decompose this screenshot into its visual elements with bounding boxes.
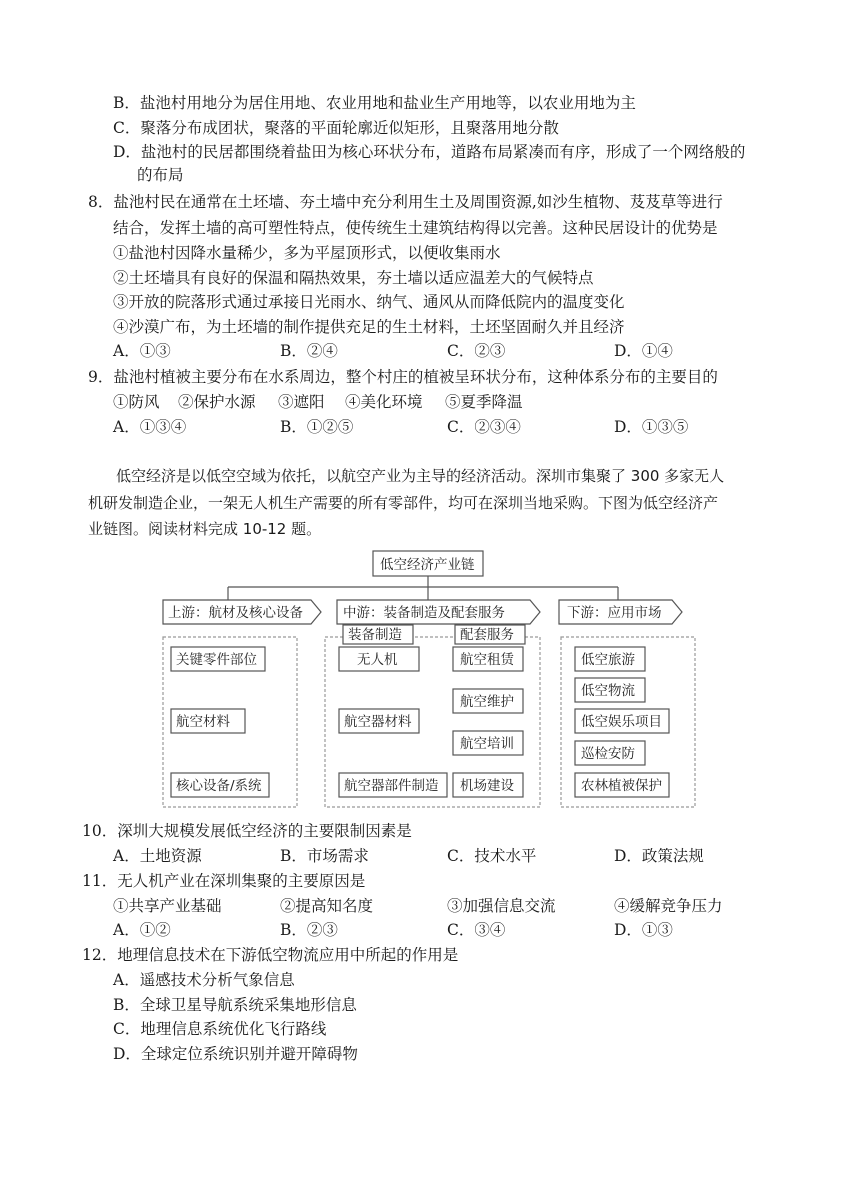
q11-item-3: ③加强信息交流 [447, 897, 556, 915]
q11-option-d: D．①③ [614, 921, 673, 939]
down-item-1: 低空旅游 [581, 652, 635, 668]
q9-item-4: ④美化环境 [345, 393, 423, 411]
q11-stem: 11．无人机产业在深圳集聚的主要原因是 [82, 872, 366, 890]
q11-options [0, 920, 860, 940]
q9-item-1: ①防风 [113, 393, 160, 411]
downstream-label: 下游：应用市场 [567, 605, 662, 621]
q7-option-d-line2: 的布局 [137, 166, 184, 184]
diagram-title: 低空经济产业链 [380, 557, 475, 573]
mid-right-item-3: 航空培训 [460, 736, 514, 752]
material-line1: 低空经济是以低空空域为依托，以航空产业为主导的经济活动。深圳市集聚了 300 多家无人 [116, 467, 725, 485]
q11-item-1: ①共享产业基础 [113, 897, 222, 915]
sub-header-manufacturing: 装备制造 [348, 627, 402, 643]
q9-option-b: B．①②⑤ [280, 418, 354, 436]
q7-option-c: C．聚落分布成团状，聚落的平面轮廓近似矩形，且聚落用地分散 [113, 119, 559, 137]
q11-option-a: A．①② [113, 921, 171, 939]
material-line3: 业链图。阅读材料完成 10-12 题。 [88, 520, 322, 538]
mid-right-item-2: 航空维护 [460, 694, 514, 710]
down-item-4: 巡检安防 [581, 746, 635, 762]
q8-item-3: ③开放的院落形式通过承接日光雨水、纳气、通风从而降低院内的温度变化 [113, 293, 625, 311]
q10-option-a: A．土地资源 [113, 847, 202, 865]
mid-left-item-1: 无人机 [357, 652, 398, 668]
q8-option-b: B．②④ [280, 342, 338, 360]
q7-option-b: B．盐池村用地分为居住用地、农业用地和盐业生产用地等，以农业用地为主 [113, 94, 636, 112]
q12-option-b: B．全球卫星导航系统采集地形信息 [113, 996, 357, 1014]
q10-stem: 10．深圳大规模发展低空经济的主要限制因素是 [82, 822, 412, 840]
upstream-label: 上游：航材及核心设备 [168, 605, 303, 621]
q11-option-b: B．②③ [280, 921, 338, 939]
sub-header-services: 配套服务 [460, 627, 514, 643]
down-item-2: 低空物流 [581, 683, 635, 699]
q11-option-c: C．③④ [447, 921, 506, 939]
q10-option-d: D．政策法规 [614, 847, 704, 865]
q8-item-1: ①盐池村因降水量稀少，多为平屋顶形式，以便收集雨水 [113, 244, 501, 262]
mid-right-item-1: 航空租赁 [460, 652, 514, 668]
q8-item-2: ②土坯墙具有良好的保温和隔热效果，夯土墙以适应温差大的气候特点 [113, 269, 594, 287]
q8-item-4: ④沙漠广布，为土坯墙的制作提供充足的生土材料，土坯坚固耐久并且经济 [113, 318, 625, 336]
q10-option-b: B．市场需求 [280, 847, 369, 865]
q10-option-c: C．技术水平 [447, 847, 537, 865]
q9-option-d: D．①③⑤ [614, 418, 689, 436]
upstream-item-1: 关键零件部位 [176, 652, 257, 668]
q9-option-c: C．②③④ [447, 418, 521, 436]
q9-item-5: ⑤夏季降温 [445, 393, 523, 411]
mid-left-item-2: 航空器材料 [344, 714, 412, 730]
q12-option-d: D．全球定位系统识别并避开障碍物 [113, 1045, 358, 1063]
q11-item-4: ④缓解竞争压力 [614, 897, 723, 915]
q8-option-c: C．②③ [447, 342, 506, 360]
q12-stem: 12．地理信息技术在下游低空物流应用中所起的作用是 [82, 946, 459, 964]
q9-option-a: A．①③④ [113, 418, 187, 436]
q8-option-d: D．①④ [614, 342, 673, 360]
q7-option-d-line1: D．盐池村的民居都围绕着盐田为核心环状分布，道路布局紧凑而有序，形成了一个网络般的 [113, 143, 746, 161]
q8-stem-line2: 结合，发挥土墙的高可塑性特点，使传统生土建筑结构得以完善。这种民居设计的优势是 [113, 219, 718, 237]
q11-items [0, 896, 860, 916]
q12-option-c: C．地理信息系统优化飞行路线 [113, 1020, 327, 1038]
q8-option-a: A．①③ [113, 342, 171, 360]
upstream-item-3: 核心设备/系统 [176, 778, 262, 794]
material-line2: 机研发制造企业，一架无人机生产需要的所有零部件，均可在深圳当地采购。下图为低空经济产 [88, 494, 719, 512]
down-item-3: 低空娱乐项目 [581, 714, 662, 730]
q9-stem: 9．盐池村植被主要分布在水系周边，整个村庄的植被呈环状分布，这种体系分布的主要目的 [88, 368, 718, 386]
upstream-item-2: 航空材料 [176, 714, 230, 730]
q9-item-3: ③遮阳 [278, 393, 325, 411]
q8-stem-line1: 8．盐池村民在通常在土坯墙、夯土墙中充分利用生土及周围资源,如沙生植物、芨芨草等进行 [88, 193, 723, 211]
down-item-5: 农林植被保护 [581, 778, 662, 794]
q12-option-a: A．遥感技术分析气象信息 [113, 971, 295, 989]
mid-left-item-3: 航空器部件制造 [344, 778, 439, 794]
mid-right-item-4: 机场建设 [460, 778, 514, 794]
midstream-label: 中游：装备制造及配套服务 [343, 605, 505, 621]
q9-item-2: ②保护水源 [178, 393, 256, 411]
q10-options [0, 846, 860, 866]
q11-item-2: ②提高知名度 [280, 897, 374, 915]
